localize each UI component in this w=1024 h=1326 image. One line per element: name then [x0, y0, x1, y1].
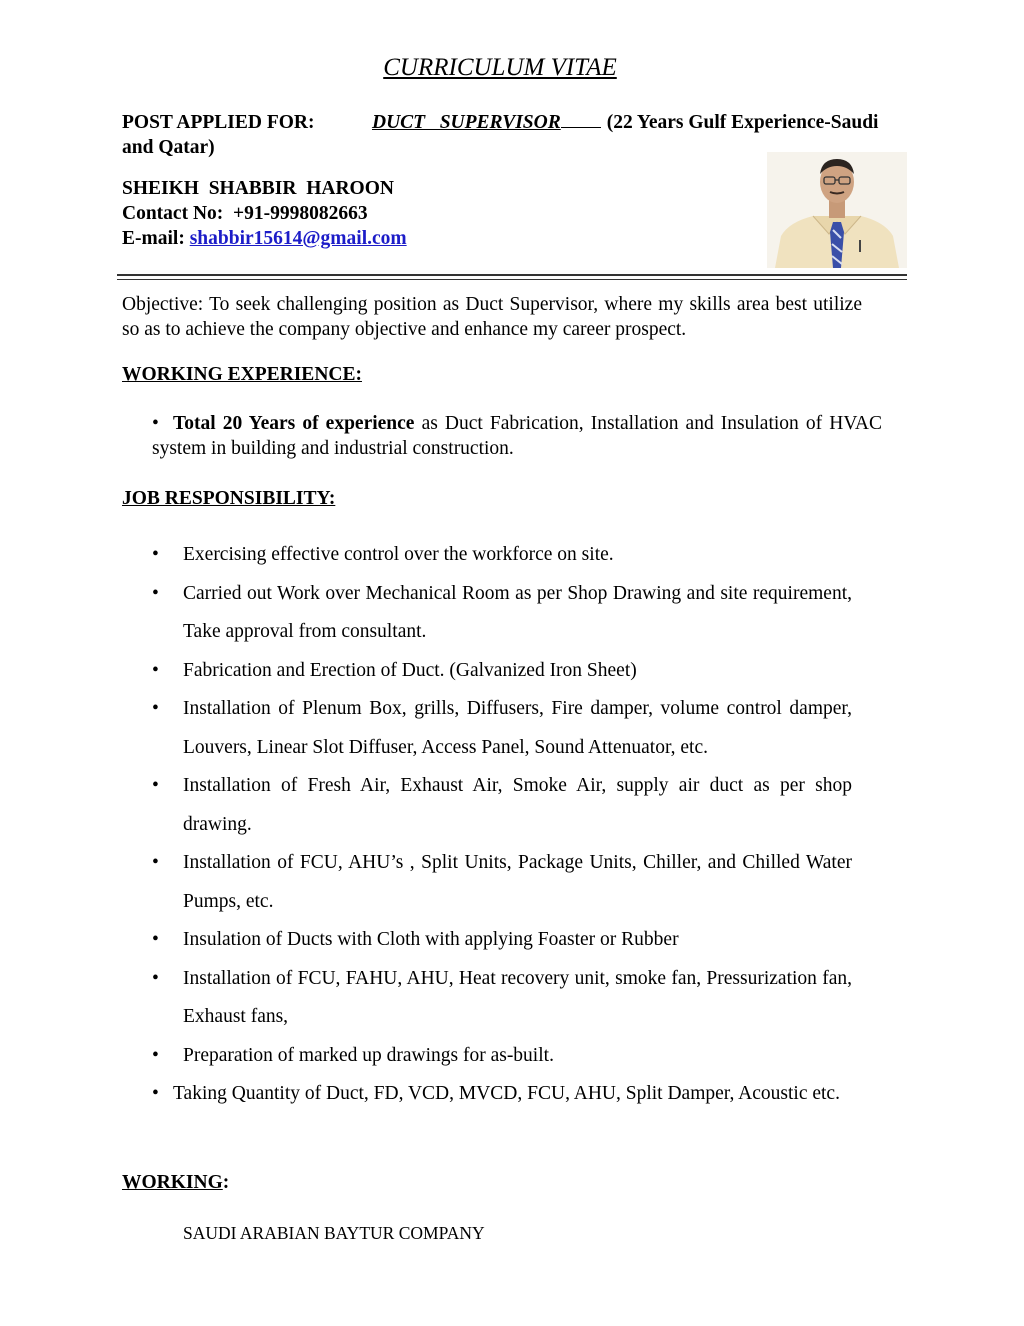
list-item [152, 844, 852, 921]
list-item-text: Taking Quantity of Duct, FD, VCD, MVCD, FCU, AHU, Split Damper, Acoustic etc. [173, 1083, 840, 1104]
post-experience: (22 Years Gulf Experience-Saudi and Qatar) [122, 112, 879, 158]
working-experience-heading: WORKING EXPERIENCE: [122, 364, 362, 385]
working-heading-colon: : [222, 1172, 230, 1193]
document-title: CURRICULUM VITAE [383, 54, 617, 81]
list-item [152, 575, 852, 652]
working-heading-text: WORKING [122, 1172, 223, 1193]
bullet-icon: • [152, 967, 159, 989]
phone-label: Contact No: [122, 203, 224, 224]
bullet-icon: • [152, 929, 159, 950]
list-item-text: Installation of FCU, FAHU, AHU, Heat recovery unit, smoke fan, Pressurization fan, Exhaust fans, [183, 967, 852, 1027]
post-label: POST APPLIED FOR: [122, 112, 315, 133]
list-item-text: Insulation of Ducts with Cloth with applying Foaster or Rubber [183, 929, 679, 950]
applicant-name: SHEIKH SHABBIR HAROON [122, 178, 394, 199]
list-item-text: Exercising effective control over the workforce on site. [183, 544, 614, 565]
job-responsibility-heading: JOB RESPONSIBILITY: [122, 488, 336, 509]
experience-bullet: • [152, 413, 174, 434]
list-item-text: Preparation of marked up drawings for as-built. [183, 1044, 554, 1066]
experience-rest: as Duct Fabrication, Installation and Insulation of HVAC system in building and industrial construction. [152, 413, 882, 459]
header-rule-thick [117, 274, 907, 276]
applicant-photo [767, 152, 907, 268]
working-experience-text [152, 411, 882, 461]
responsibility-list [152, 536, 852, 1114]
list-item [152, 1075, 852, 1114]
list-item [152, 690, 852, 767]
post-role: DUCT SUPERVISOR [372, 112, 561, 133]
list-item [152, 921, 852, 960]
bullet-icon: • [152, 1083, 159, 1104]
list-item-text: Installation of Fresh Air, Exhaust Air, Smoke Air, supply air duct as per shop drawing. [183, 775, 852, 835]
contact-email-line [122, 226, 407, 251]
bullet-icon: • [152, 544, 159, 565]
email-label: E-mail: [122, 228, 185, 249]
phone-number: +91-9998082663 [233, 203, 368, 224]
list-item-text: Fabrication and Erection of Duct. (Galvanized Iron Sheet) [183, 659, 637, 681]
contact-block [122, 176, 407, 251]
list-item [152, 1037, 852, 1076]
applicant-photo-image [767, 152, 907, 268]
bullet-icon: • [152, 698, 159, 719]
bullet-icon: • [152, 775, 159, 796]
email-link[interactable]: shabbir15614@gmail.com [189, 228, 407, 249]
list-item-text: Installation of FCU, AHU’s , Split Units, Package Units, Chiller, and Chilled Water Pumps, etc. [183, 852, 852, 912]
bullet-icon: • [152, 1044, 159, 1066]
company-name: SAUDI ARABIAN BAYTUR COMPANY [183, 1223, 485, 1243]
bullet-icon: • [152, 582, 159, 604]
list-item-text: Installation of Plenum Box, grills, Diffusers, Fire damper, volume control damper, Louvers, Linear Slot Diffuser, Access Panel, Sound Attenuator, etc. [183, 698, 852, 758]
working-heading [122, 1172, 229, 1194]
list-item [152, 536, 852, 575]
list-item-text: Carried out Work over Mechanical Room as per Shop Drawing and site requirement, Take approval from consultant. [183, 582, 852, 642]
experience-bold: Total 20 Years of experience [173, 413, 415, 434]
bullet-icon: • [152, 659, 159, 681]
list-item [152, 960, 852, 1037]
list-item [152, 767, 852, 844]
objective-text: Objective: To seek challenging position as Duct Supervisor, where my skills area best utilize so as to achieve the company objective and enhance my career prospect. [122, 294, 862, 340]
bullet-icon: • [152, 852, 159, 873]
contact-phone-line [122, 201, 407, 226]
post-underline [561, 111, 601, 128]
list-item [152, 652, 852, 691]
header-rule-thin [117, 279, 907, 280]
